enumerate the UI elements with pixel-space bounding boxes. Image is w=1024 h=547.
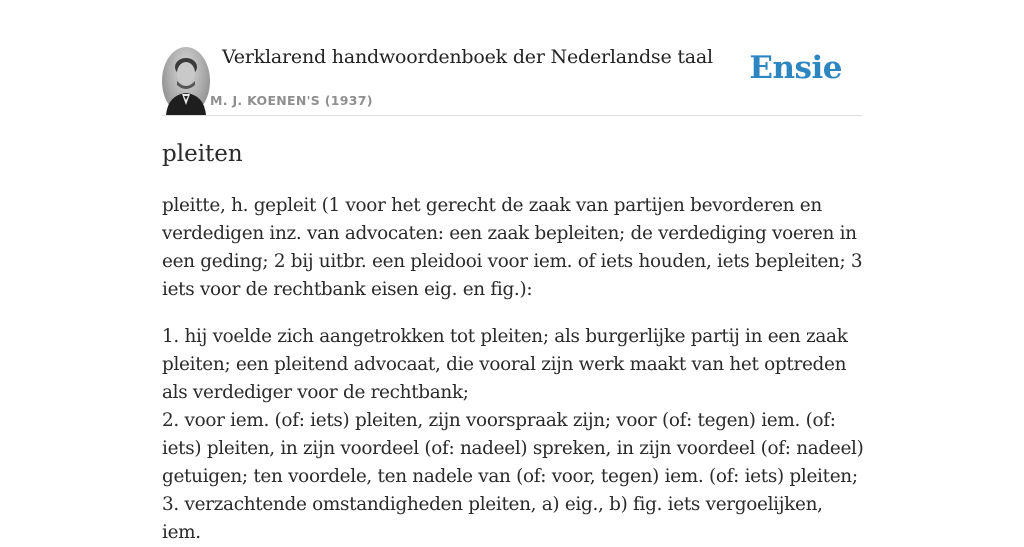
entry-intro: pleitte, h. gepleit (1 voor het gerecht de zaak van partijen bevorderen en verdedigen inz. van advocaten: een zaak bepleiten; de verdediging voeren in een geding; 2 bij uitbr. een pleidooi voor iem. of iets houden, iets bepleiten; 3 iets voor de rechtbank eisen eig. en fig.): — [162, 195, 863, 300]
entry-sense-1: 1. hij voelde zich aangetrokken tot pleiten; als burgerlijke partij in een zaak pleiten; een pleitend advocaat, die vooral zijn werk maakt van het optreden als verdediger voor de rechtbank; — [162, 326, 848, 403]
dictionary-title: Verklarend handwoordenboek der Nederlandse taal — [222, 46, 713, 68]
brand-logo-link[interactable]: Ensie — [749, 50, 842, 86]
portrait-image — [162, 47, 210, 115]
entry-headword: pleiten — [162, 141, 243, 167]
author-portrait — [162, 47, 210, 115]
dictionary-author: M. J. KOENEN'S (1937) — [210, 93, 373, 108]
entry-content — [162, 138, 864, 547]
entry-sense-2: 2. voor iem. (of: iets) pleiten, zijn voorspraak zijn; voor (of: tegen) iem. (of: iets) pleiten, in zijn voordeel (of: nadeel) spreken, in zijn voordeel (of: nadeel) getuigen; ten voordele, ten nadele van (of: voor, tegen) iem. (of: iets) pleiten; — [162, 410, 864, 487]
entry-senses — [162, 323, 864, 547]
header — [162, 46, 862, 116]
entry-sense-3: 3. verzachtende omstandigheden pleiten, a) eig., b) fig. iets vergoelijken, iem. — [162, 494, 823, 543]
